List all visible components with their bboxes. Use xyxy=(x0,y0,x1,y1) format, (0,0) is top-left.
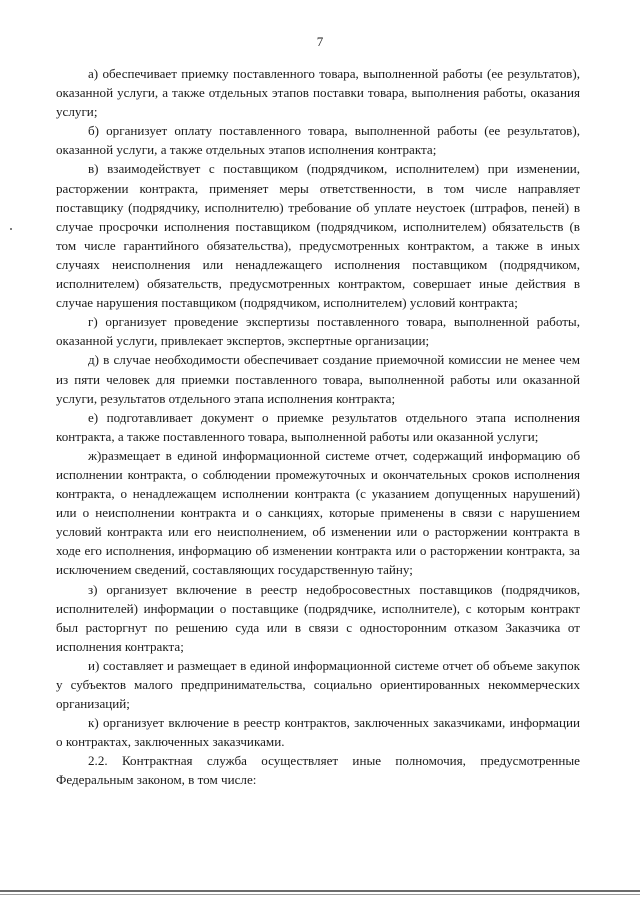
paragraph-k: к) организует включение в реестр контрактов, заключенных заказчиками, информации о контрактах, заключенных заказчиками. xyxy=(56,715,580,750)
paragraph-e: е) подготавливает документ о приемке результатов отдельного этапа исполнения контракта, а также поставленного товара, выполненной работы или оказанной услуги; xyxy=(56,409,580,444)
scan-bottom-edge xyxy=(0,890,640,892)
paragraph-g: г) организует проведение экспертизы поставленного товара, выполненной работы, оказанной услуги, привлекает экспертов, экспертные организации; xyxy=(56,314,580,349)
paragraph-b: б) организует оплату поставленного товара, выполненной работы (ее результатов), оказанной услуги, а также отдельных этапов исполнения контракта; xyxy=(56,123,580,158)
paragraph-d: д) в случае необходимости обеспечивает создание приемочной комиссии не менее чем из пяти человек для приемки поставленного товара, выполненной работы или оказанной услуги, результатов отдельного этапа исполнения контракта; xyxy=(56,352,580,406)
paragraph-z: з) организует включение в реестр недобросовестных поставщиков (подрядчиков, исполнителей) информации о поставщике (подрядчике, исполнителе), с которым контракт был расторгнут по решению суда или в связи с односторонним отказом Заказчика от исполнения контракта; xyxy=(56,581,580,654)
scan-artifact-dot xyxy=(10,228,12,230)
document-body xyxy=(56,64,580,790)
page-number: 7 xyxy=(316,34,324,49)
paragraph-v: в) взаимодействует с поставщиком (подрядчиком, исполнителем) при изменении, расторжении контракта, применяет меры ответственности, в том числе направляет поставщику (подрядчику, исполнителю) требование об уплате неустоек (штрафов, пеней) в случае просрочки исполнения поставщиком (подрядчиком, исполнителем) обязательств (в том числе гарантийного обязательства), предусмотренных контрактом, а также в иных случаях неисполнения или ненадлежащего исполнения поставщиком (подрядчиком, исполнителем) обязательств, предусмотренных контрактом, совершает иные действия в случае нарушения поставщиком (подрядчиком, исполнителем) условий контракта; xyxy=(56,161,580,311)
paragraph-i: и) составляет и размещает в единой информационной системе отчет об объеме закупок у субъектов малого предпринимательства, социально ориентированных некоммерческих организаций; xyxy=(56,657,580,712)
paragraph-a: а) обеспечивает приемку поставленного товара, выполненной работы (ее результатов), оказанной услуги, а также отдельных этапов поставки товара, выполнения работы, оказания услуги; xyxy=(56,66,580,120)
scan-bottom-edge-secondary xyxy=(0,894,640,895)
paragraph-2-2: 2.2. Контрактная служба осуществляет иные полномочия, предусмотренные Федеральным законом, в том числе: xyxy=(56,753,580,788)
paragraph-zh: ж)размещает в единой информационной системе отчет, содержащий информацию об исполнении контракта, о соблюдении промежуточных и окончательных сроков исполнения контракта, о ненадлежащем исполнении контракта (с указанием допущенных нарушений) или о неисполнении контракта и о санкциях, которые применены в связи с нарушением условий контракта или его неисполнением, об изменении или о расторжении контракта в ходе его исполнения, информацию об изменении контракта или о расторжении контракта, за исключением сведений, составляющих государственную тайну; xyxy=(56,447,580,578)
